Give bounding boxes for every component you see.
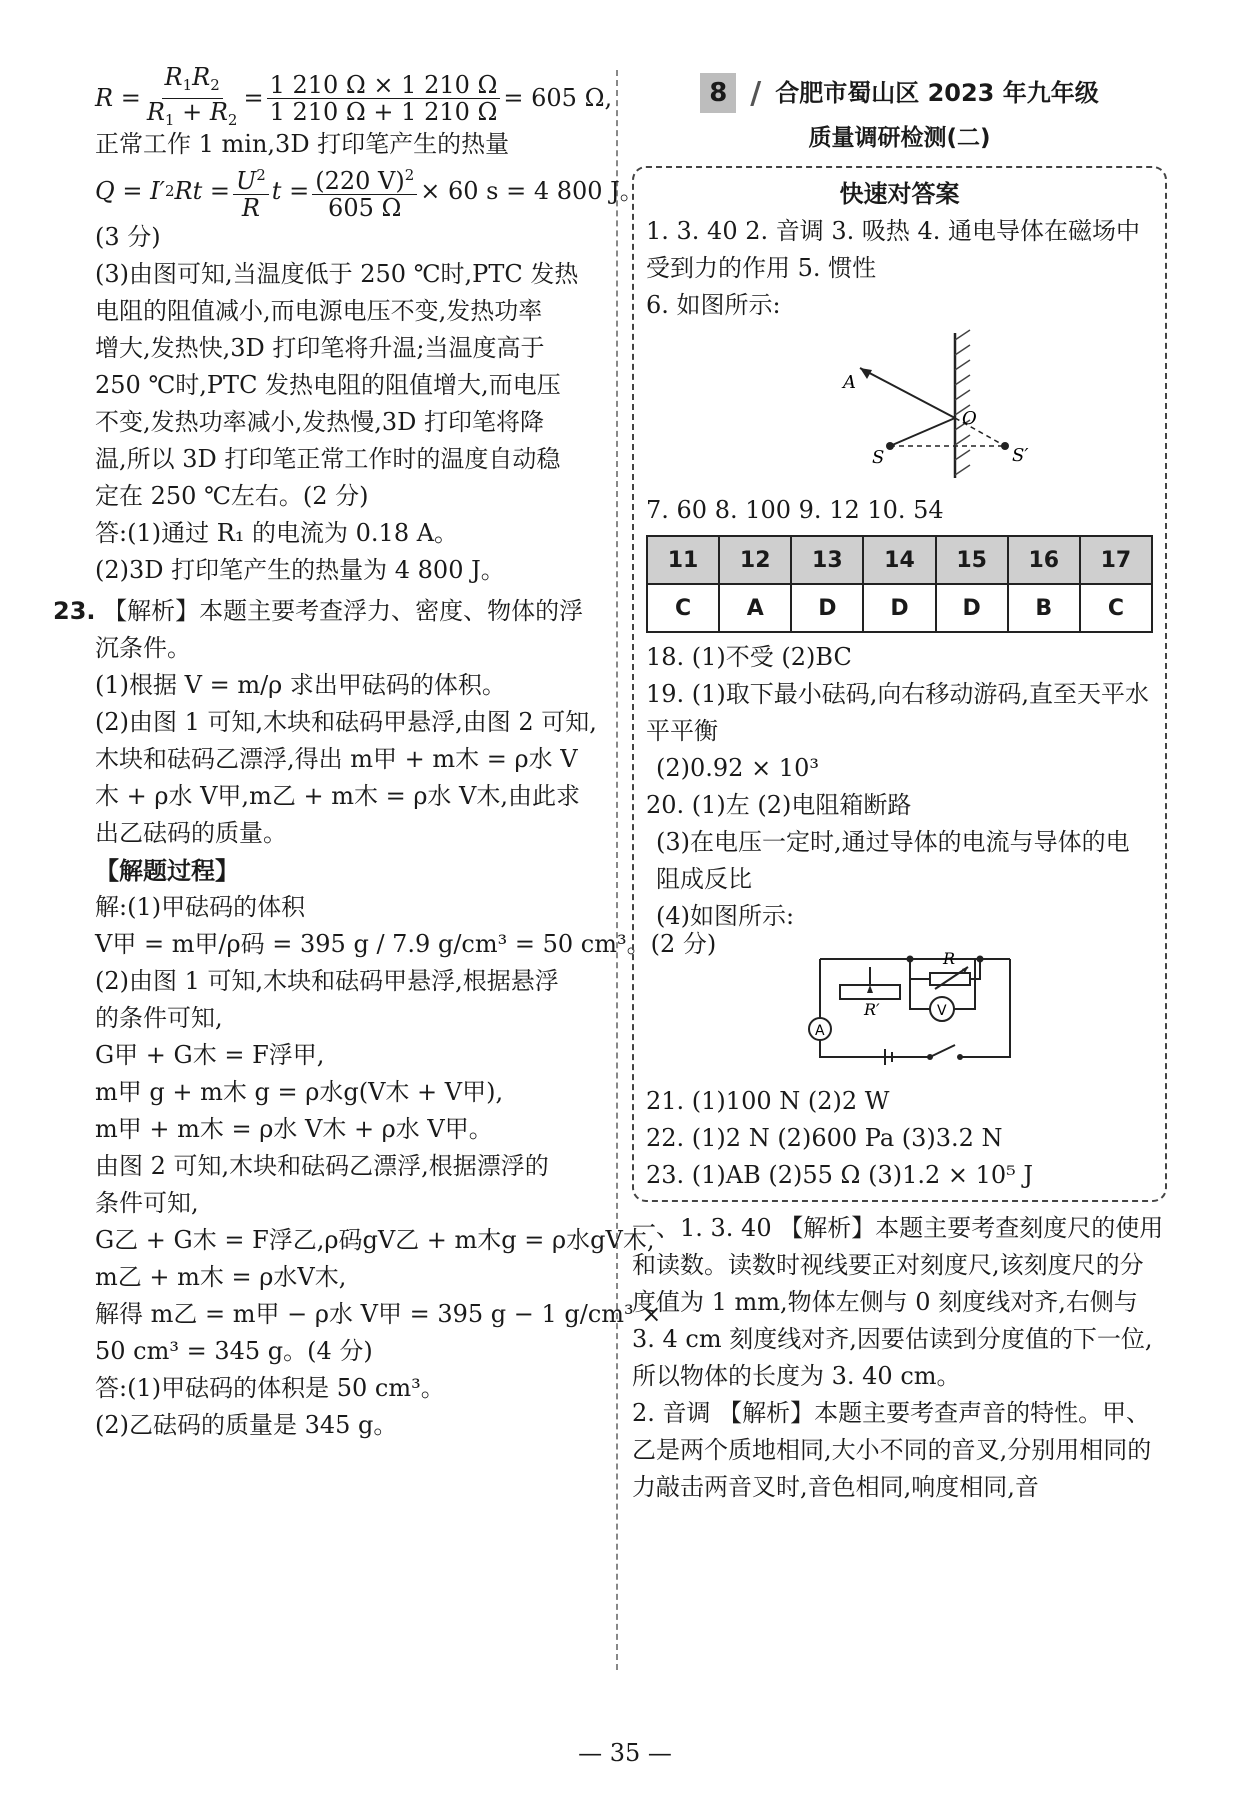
slash-icon: / [750,75,762,111]
table-cell: C [1080,584,1152,632]
choice-answer-table [646,535,1153,633]
table-cell: A [719,584,791,632]
text-line: 答:(1)通过 R₁ 的电流为 0.18 A。 [95,519,459,547]
label-r-prime: R′ [863,1000,880,1019]
answer-1-5: 1. 3. 40 2. 音调 3. 吸热 4. 通电导体在磁场中受到力的作用 5. 惯性 [646,217,1141,282]
text-line: 增大,发热快,3D 打印笔将升温;当温度高于 [95,334,545,362]
answer-21: 21. (1)100 N (2)2 W [646,1087,890,1115]
text-line: 电阻的阻值减小,而电源电压不变,发热功率 [95,297,543,325]
table-header-cell: 12 [719,536,791,584]
table-header-cell: 11 [647,536,719,584]
text-line: (1)根据 V = m/ρ 求出甲砝码的体积。 [95,671,506,699]
label-s: S [871,447,884,468]
ammeter-label: A [814,1023,825,1039]
table-header-cell: 16 [1008,536,1080,584]
formula-q: Q = I′ 2 Rt = $\frac{U^2}{R}$ t = $\frac{(220 V)^2}{605 \Omega}$ × 60 s = 4 800 J。 [95,163,600,219]
circuit-diagram [780,939,1020,1079]
equation-line: m甲 g + m木 g = ρ水g(V木 + V甲), [95,1078,504,1106]
text-line: 温,所以 3D 打印笔正常工作时的温度自动稳 [95,445,561,473]
table-header-cell: 13 [791,536,863,584]
table-cell: D [936,584,1008,632]
answer-20-3: (3)在电压一定时,通过导体的电流与导体的电阻成反比 [656,828,1130,893]
table-cell: D [863,584,935,632]
answer-7-10: 7. 60 8. 100 9. 12 10. 54 [646,496,944,524]
text-line: 定在 250 ℃左右。(2 分) [95,482,369,510]
quick-answer-box [632,166,1167,1202]
text-line: (2)3D 打印笔产生的热量为 4 800 J。 [95,556,505,584]
question-number: 23. [53,597,96,625]
text-line: 解:(1)甲砝码的体积 [95,893,306,921]
mirror-reflection-diagram [740,328,1060,488]
label-a: A [842,372,856,393]
table-header-row [647,536,1152,584]
right-column [632,70,1167,1506]
text-line: 答:(1)甲砝码的体积是 50 cm³。 [95,1374,445,1402]
text-line: (2)乙砝码的质量是 345 g。 [95,1411,398,1439]
section-badge: 8 [700,73,736,113]
answer-20: 20. (1)左 (2)电阻箱断路 [646,791,912,819]
table-header-cell: 15 [936,536,1008,584]
text-line: (3)由图可知,当温度低于 250 ℃时,PTC 发热 [95,260,579,288]
answer-18: 18. (1)不受 (2)BC [646,643,852,671]
table-header-cell: 17 [1080,536,1152,584]
text-line: (3 分) [95,223,161,251]
label-r: R [942,949,955,968]
explanation-2: 2. 音调 【解析】本题主要考查声音的特性。甲、乙是两个质地相同,大小不同的音叉,分别用相同的力敲击两音叉时,音色相同,响度相同,音 [632,1399,1152,1501]
column-divider [616,70,618,1670]
formula-r: R = $\frac{R_1R_2}{R_1 + R_2}$ = $\frac{1 210 \Omega \times 1 210 \Omega}{1 210 \Omega + 1 210 \Omega}$ = 605 Ω, [95,62,613,129]
question-23 [53,593,600,667]
section-header [632,70,1167,160]
equation-line: m甲 + m木 = ρ水 V木 + ρ水 V甲。 [95,1115,493,1143]
table-cell: D [791,584,863,632]
exam-title: 合肥市蜀山区 2023 年九年级 [775,78,1099,107]
text-paragraph: (2)由图 1 可知,木块和砝码甲悬浮,由图 2 可知,木块和砝码乙漂浮,得出 m甲 + m木 = ρ水 V木 + ρ水 V甲,m乙 + m木 = ρ水 V木,由此求出乙砝码的质量。 [95,708,597,847]
answer-20-4: (4)如图所示: [656,902,795,930]
equation-line: G乙 + G木 = F浮乙,ρ码gV乙 + m木g = ρ水gV木, [95,1226,655,1254]
box-title: 快速对答案 [839,180,960,208]
answer-6: 6. 如图所示: [646,291,781,319]
label-o: O [961,408,977,429]
explanation-1: 一、1. 3. 40 【解析】本题主要考查刻度尺的使用和读数。读数时视线要正对刻度尺,该刻度尺的分度值为 1 mm,物体左侧与 0 刻度线对齐,右侧与 3. 4 cm 刻度线对齐,因要估读到分度值的下一位,所以物体的长度为 3. 40 cm。 [632,1214,1164,1390]
section-heading: 【解题过程】 [95,856,239,885]
answer-19: 19. (1)取下最小砝码,向右移动游码,直至天平水平平衡 [646,680,1150,745]
text-line: 正常工作 1 min,3D 打印笔产生的热量 [95,130,510,158]
answer-22: 22. (1)2 N (2)600 Pa (3)3.2 N [646,1124,1003,1152]
equation-line: 50 cm³ = 345 g。(4 分) [95,1337,373,1365]
formula-v: V甲 = m甲/ρ码 = 395 g / 7.9 g/cm³ = 50 cm³。(2 分) [95,930,717,958]
text-line: 的条件可知, [95,1004,223,1032]
equation-line: 解得 m乙 = m甲 − ρ水 V甲 = 395 g − 1 g/cm³ × [95,1300,662,1328]
label-s-prime: S′ [1011,445,1028,466]
voltmeter-label: V [936,1003,947,1019]
equation-line: m乙 + m木 = ρ水V木, [95,1263,347,1291]
exam-subtitle: 质量调研检测(二) [808,125,991,151]
question-analysis: 【解析】本题主要考查浮力、密度、物体的浮沉条件。 [95,597,584,662]
text-line: 250 ℃时,PTC 发热电阻的阻值增大,而电压 [95,371,561,399]
text-line: 条件可知, [95,1189,199,1217]
table-header-cell: 14 [863,536,935,584]
equation-line: G甲 + G木 = F浮甲, [95,1041,325,1069]
answer-19-2: (2)0.92 × 10³ [656,754,819,782]
table-row [647,584,1152,632]
table-cell: B [1008,584,1080,632]
answer-23: 23. (1)AB (2)55 Ω (3)1.2 × 10⁵ J [646,1161,1034,1189]
text-line: 不变,发热功率减小,发热慢,3D 打印笔将降 [95,408,545,436]
page-number: — 35 — [578,1739,672,1767]
table-cell: C [647,584,719,632]
text-line: (2)由图 1 可知,木块和砝码甲悬浮,根据悬浮 [95,967,559,995]
text-line: 由图 2 可知,木块和砝码乙漂浮,根据漂浮的 [95,1152,549,1180]
